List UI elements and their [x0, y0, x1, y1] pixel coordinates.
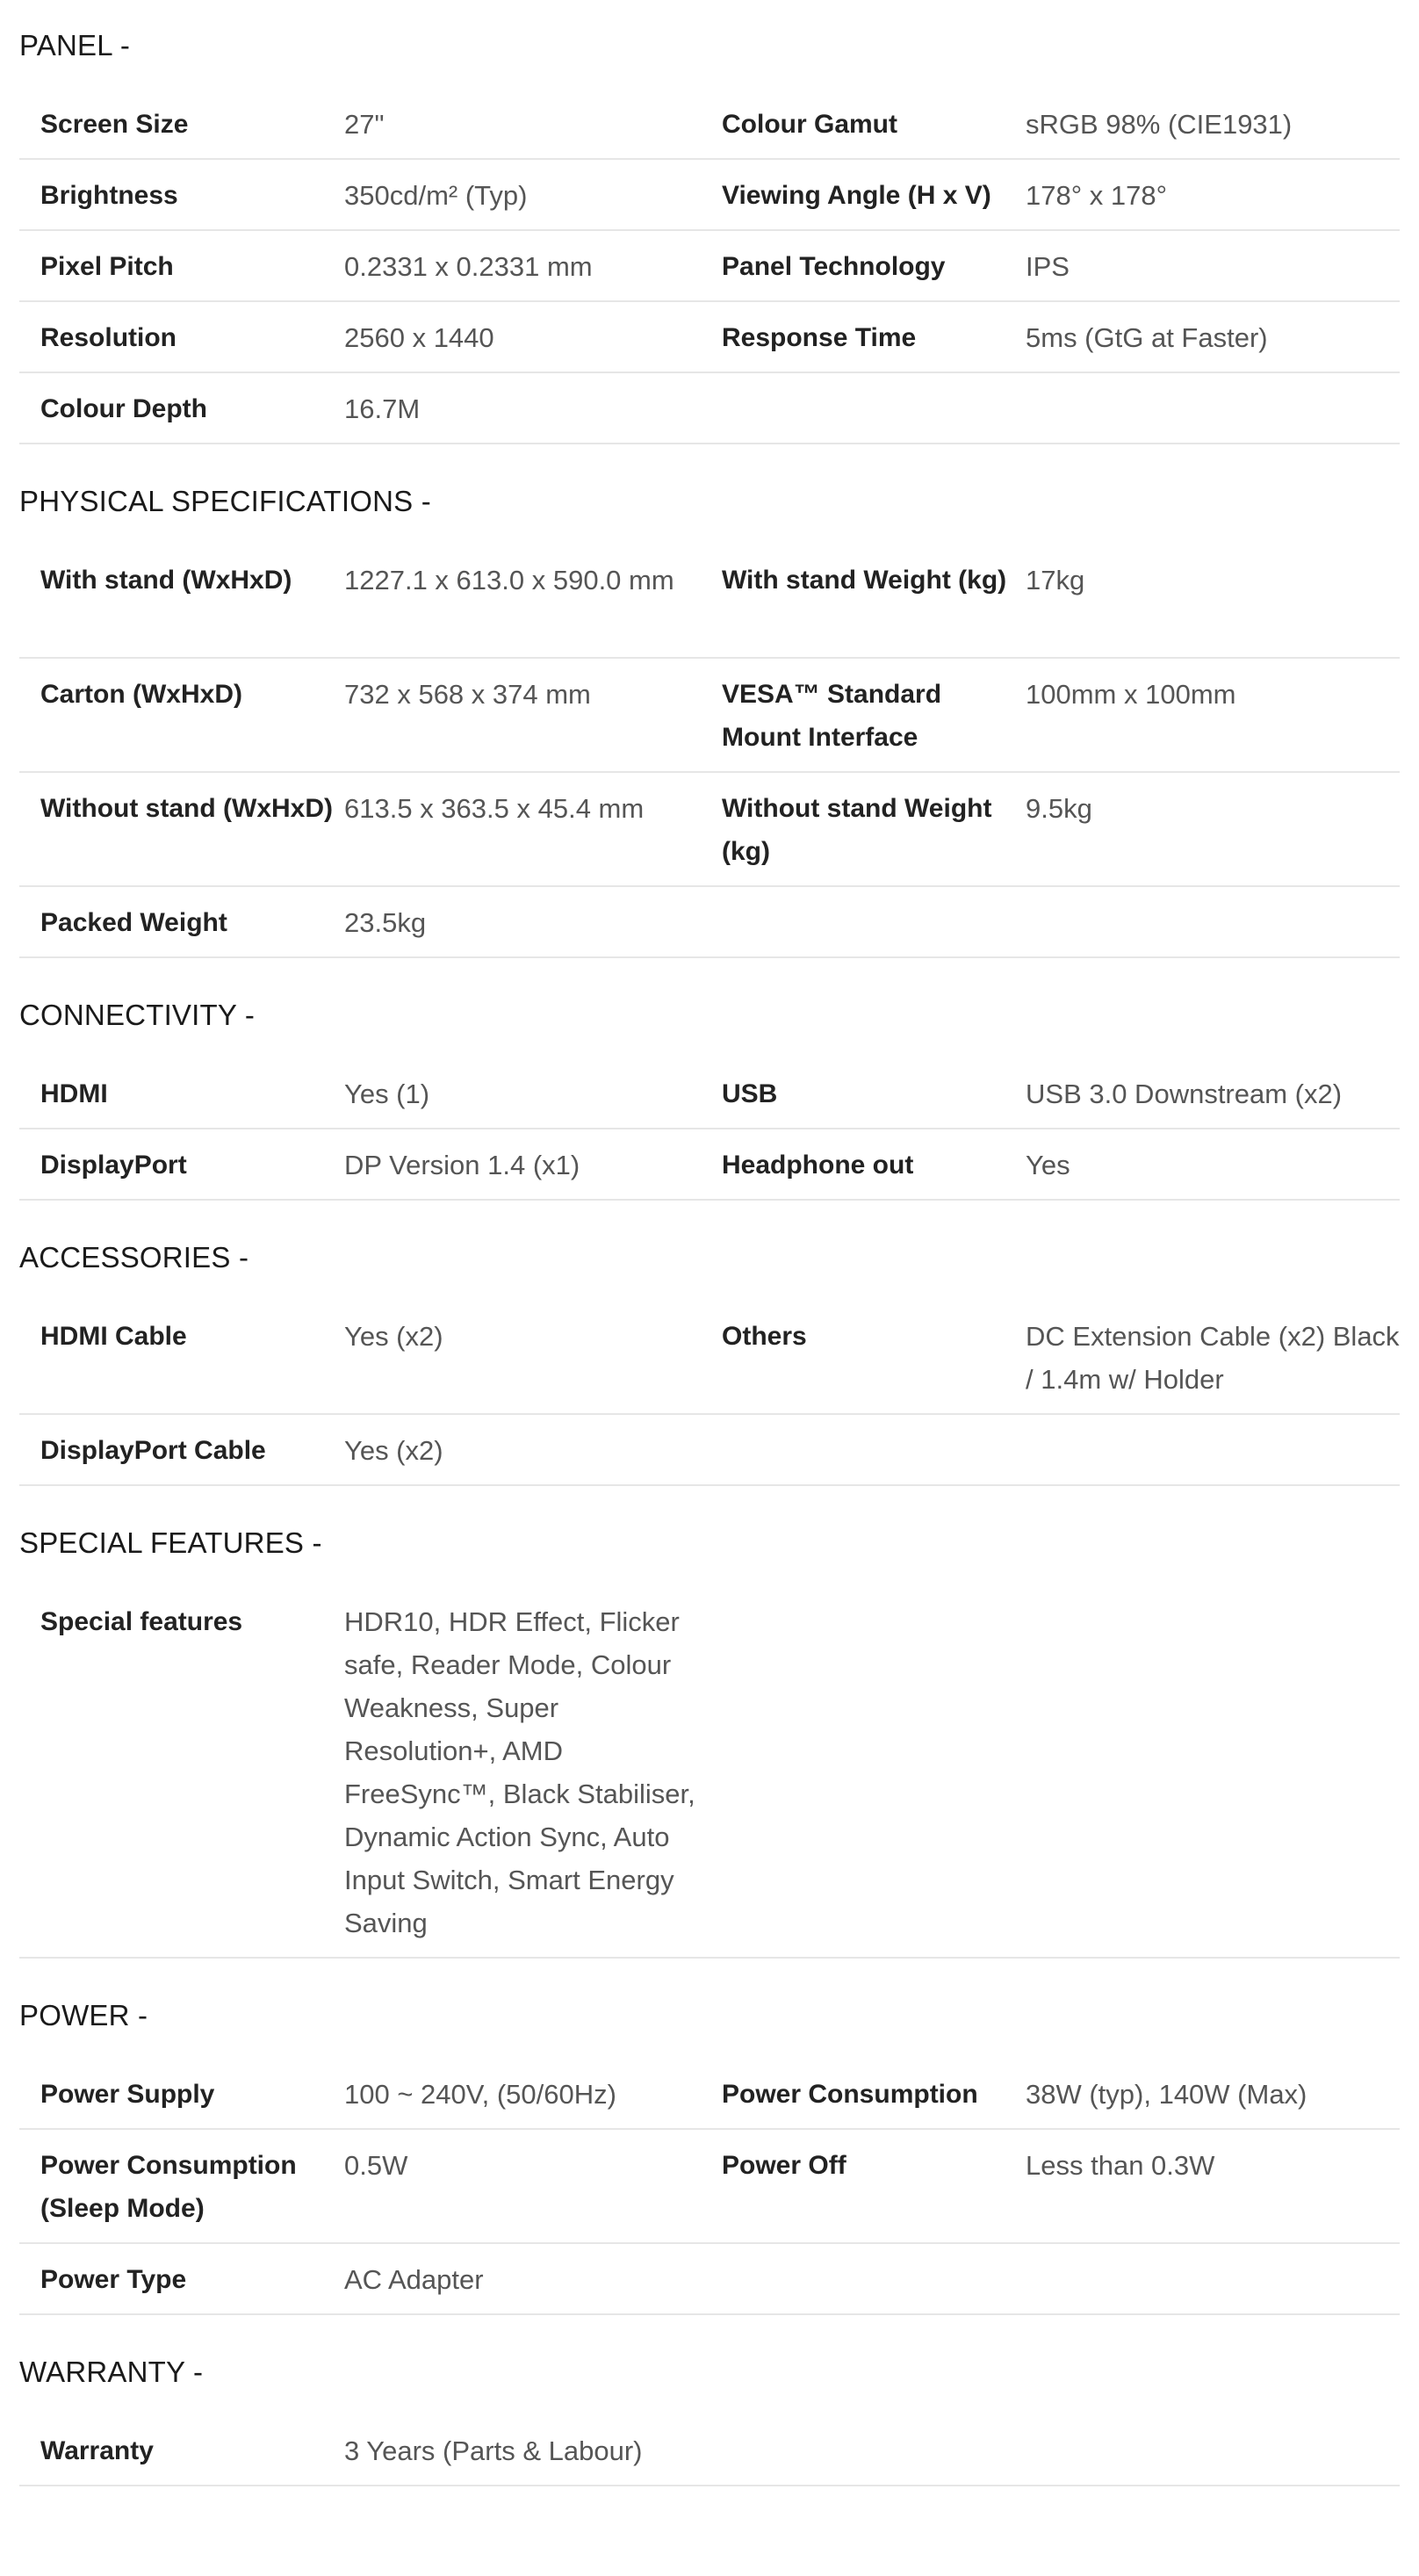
- spec-value: 3 Years (Parts & Labour): [344, 2435, 643, 2466]
- spec-value: 27": [344, 109, 385, 140]
- spec-row: [19, 1129, 1400, 1201]
- spec-label: Power Consumption: [722, 2080, 978, 2109]
- spec-row: [19, 2059, 1400, 2130]
- spec-row: [19, 2130, 1400, 2244]
- spec-label: Special features: [40, 1607, 243, 1636]
- spec-value: 100mm x 100mm: [1026, 679, 1236, 710]
- spec-value: 100 ~ 240V, (50/60Hz): [344, 2079, 616, 2110]
- spec-value: Yes: [1026, 1150, 1070, 1180]
- spec-label: Panel Technology: [722, 252, 946, 281]
- section-warranty: [19, 2345, 1400, 2486]
- spec-label: USB: [722, 1079, 778, 1108]
- spec-label: Others: [722, 1322, 807, 1351]
- section-title: PANEL -: [19, 29, 131, 61]
- spec-value: 0.2331 x 0.2331 mm: [344, 251, 593, 282]
- spec-row: [19, 302, 1400, 373]
- spec-value: DP Version 1.4 (x1): [344, 1150, 580, 1180]
- spec-label: Headphone out: [722, 1151, 914, 1180]
- spec-row: [19, 1415, 1400, 1486]
- spec-row: [19, 89, 1400, 160]
- spec-value: 1227.1 x 613.0 x 590.0 mm: [344, 565, 674, 595]
- section-title: SPECIAL FEATURES -: [19, 1526, 322, 1559]
- spec-label: Response Time: [722, 323, 917, 352]
- spec-label: Pixel Pitch: [40, 252, 174, 281]
- spec-value: 613.5 x 363.5 x 45.4 mm: [344, 793, 645, 824]
- spec-label: Without stand Weight (kg): [722, 794, 992, 866]
- spec-value: 350cd/m² (Typ): [344, 180, 528, 211]
- spec-label: Brightness: [40, 181, 178, 210]
- spec-label: Colour Depth: [40, 394, 207, 423]
- spec-value: HDR10, HDR Effect, Flicker safe, Reader Mode, Colour Weakness, Super Resolution+, AMD FreeSync™, Black Stabiliser, Dynamic Action Sync, Auto Input Switch, Smart Energy Saving: [344, 1606, 695, 1938]
- spec-label: Viewing Angle (H x V): [722, 181, 991, 210]
- spec-row: [19, 1058, 1400, 1129]
- spec-label: HDMI Cable: [40, 1322, 187, 1351]
- section-accessories: [19, 1230, 1400, 1486]
- spec-value: 2560 x 1440: [344, 322, 494, 353]
- spec-value: 23.5kg: [344, 907, 427, 938]
- section-title: POWER -: [19, 1999, 148, 2031]
- section-special-features: [19, 1516, 1400, 1959]
- spec-value: Yes (x2): [344, 1321, 443, 1352]
- spec-row: [19, 545, 1400, 659]
- spec-value: IPS: [1026, 251, 1070, 282]
- section-physical-specifications: [19, 474, 1400, 958]
- spec-value: 16.7M: [344, 393, 421, 424]
- spec-row: [19, 231, 1400, 302]
- spec-value: 38W (typ), 140W (Max): [1026, 2079, 1307, 2110]
- spec-label: HDMI: [40, 1079, 108, 1108]
- section-panel: [19, 18, 1400, 444]
- spec-label: With stand Weight (kg): [722, 566, 1007, 595]
- spec-row: [19, 373, 1400, 444]
- section-title: WARRANTY -: [19, 2356, 204, 2388]
- spec-label: Resolution: [40, 323, 176, 352]
- spec-row: [19, 659, 1400, 773]
- spec-label: Power Off: [722, 2151, 846, 2180]
- section-title: PHYSICAL SPECIFICATIONS -: [19, 485, 431, 517]
- spec-label: Power Type: [40, 2265, 187, 2294]
- spec-value: Yes (1): [344, 1079, 430, 1109]
- spec-value: sRGB 98% (CIE1931): [1026, 109, 1293, 140]
- spec-label: Power Consumption (Sleep Mode): [40, 2151, 297, 2223]
- spec-value: 9.5kg: [1026, 793, 1092, 824]
- spec-label: Colour Gamut: [722, 110, 897, 139]
- spec-value: 17kg: [1026, 565, 1085, 595]
- spec-sheet: [0, 18, 1419, 2486]
- spec-value: Yes (x2): [344, 1435, 443, 1466]
- spec-value: AC Adapter: [344, 2264, 484, 2295]
- spec-label: DisplayPort: [40, 1151, 187, 1180]
- section-title: CONNECTIVITY -: [19, 999, 256, 1031]
- spec-label: Without stand (WxHxD): [40, 794, 334, 823]
- section-power: [19, 1988, 1400, 2315]
- spec-value: DC Extension Cable (x2) Black / 1.4m w/ Holder: [1026, 1321, 1400, 1395]
- spec-value: 178° x 178°: [1026, 180, 1167, 211]
- spec-label: Packed Weight: [40, 908, 227, 937]
- spec-label: With stand (WxHxD): [40, 566, 292, 595]
- spec-label: DisplayPort Cable: [40, 1436, 266, 1465]
- spec-label: Power Supply: [40, 2080, 215, 2109]
- spec-value: 0.5W: [344, 2150, 408, 2181]
- spec-value: USB 3.0 Downstream (x2): [1026, 1079, 1343, 1109]
- spec-label: VESA™ Standard Mount Interface: [722, 680, 942, 752]
- section-connectivity: [19, 988, 1400, 1201]
- spec-row: [19, 2415, 1400, 2486]
- spec-label: Screen Size: [40, 110, 189, 139]
- spec-value: Less than 0.3W: [1026, 2150, 1215, 2181]
- spec-row: [19, 773, 1400, 887]
- section-title: ACCESSORIES -: [19, 1241, 249, 1274]
- spec-row: [19, 160, 1400, 231]
- spec-label: Carton (WxHxD): [40, 680, 242, 709]
- spec-label: Warranty: [40, 2436, 154, 2465]
- spec-row: [19, 1586, 1400, 1959]
- spec-row: [19, 887, 1400, 958]
- spec-value: 732 x 568 x 374 mm: [344, 679, 591, 710]
- spec-row: [19, 1301, 1400, 1415]
- spec-value: 5ms (GtG at Faster): [1026, 322, 1268, 353]
- spec-row: [19, 2244, 1400, 2315]
